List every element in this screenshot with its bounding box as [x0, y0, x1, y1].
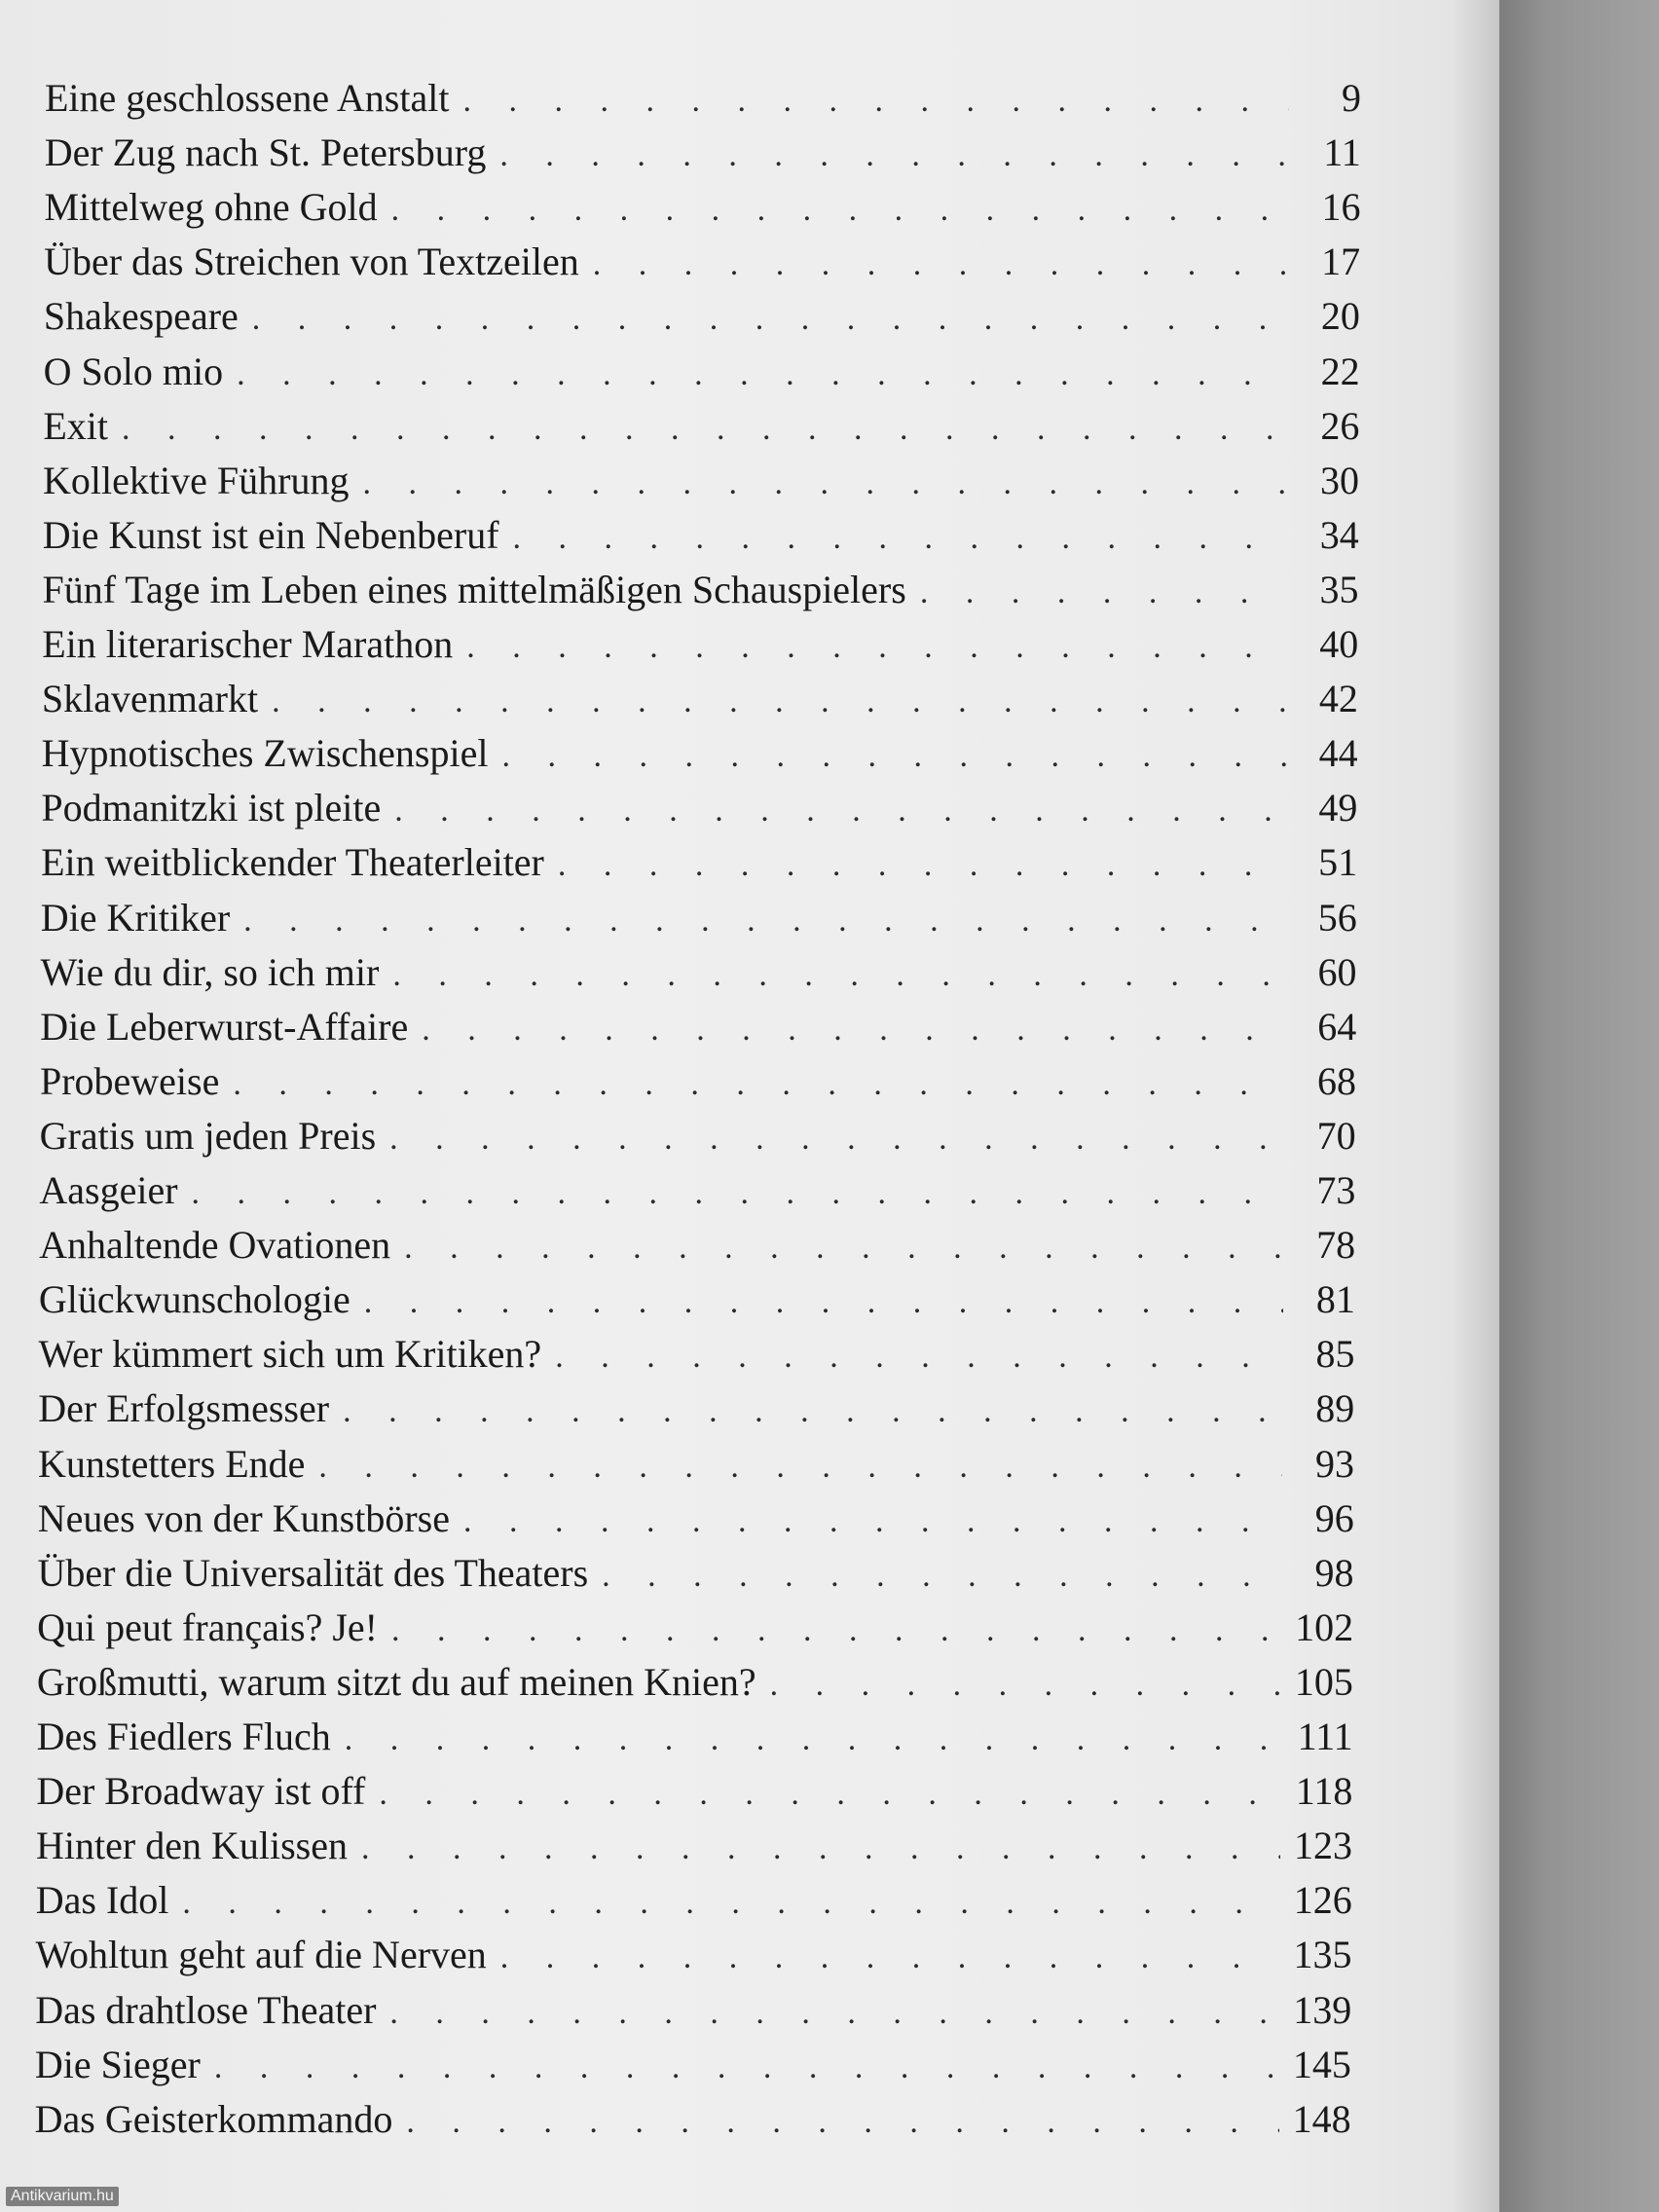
toc-dot-leader	[406, 2101, 1278, 2144]
toc-entry	[35, 2041, 1351, 2089]
toc-entry	[44, 348, 1360, 396]
toc-entry-title: Neues von der Kunstbörse	[37, 1495, 450, 1540]
toc-dot-leader	[362, 462, 1287, 505]
toc-entry-title: Großmutti, warum sitzt du auf meinen Knien?	[36, 1659, 756, 1704]
toc-entry	[42, 729, 1358, 778]
toc-entry	[45, 129, 1361, 177]
toc-entry	[38, 1440, 1354, 1489]
toc-dot-leader	[343, 1390, 1282, 1433]
toc-entry-title: Über die Universalität des Theaters	[37, 1550, 589, 1595]
toc-entry-page-number: 22	[1320, 349, 1360, 393]
toc-entry	[45, 74, 1361, 123]
toc-entry-page-number: 11	[1323, 130, 1361, 175]
toc-entry-title: Der Erfolgsmesser	[38, 1386, 330, 1431]
toc-entry-page-number: 93	[1315, 1441, 1354, 1486]
toc-dot-leader	[593, 243, 1288, 286]
toc-entry	[41, 948, 1357, 997]
toc-entry	[40, 1003, 1356, 1051]
toc-dot-leader	[394, 790, 1285, 832]
toc-entry	[35, 2095, 1351, 2144]
toc-entry	[39, 1275, 1355, 1324]
toc-entry	[37, 1713, 1353, 1761]
toc-entry-title: Eine geschlossene Anstalt	[45, 76, 450, 120]
toc-dot-leader	[463, 1500, 1282, 1543]
toc-dot-leader	[602, 1555, 1281, 1598]
toc-entry	[37, 1549, 1353, 1598]
toc-entry	[42, 675, 1358, 723]
toc-entry-page-number: 68	[1316, 1058, 1356, 1103]
toc-dot-leader	[499, 134, 1288, 177]
toc-entry-page-number: 78	[1316, 1223, 1356, 1268]
toc-entry	[41, 784, 1357, 832]
toc-entry	[44, 292, 1360, 341]
toc-dot-leader	[389, 1118, 1284, 1161]
toc-entry	[35, 1986, 1351, 2035]
toc-entry-title: O Solo mio	[43, 349, 224, 393]
toc-entry-title: Ein literarischer Marathon	[42, 622, 454, 666]
toc-entry-title: Die Kunst ist ein Nebenberuf	[42, 512, 499, 557]
toc-entry-page-number: 64	[1317, 1004, 1357, 1049]
toc-entry-page-number: 35	[1319, 567, 1359, 611]
toc-entry-title: Kollektive Führung	[43, 458, 350, 502]
toc-entry-page-number: 70	[1316, 1113, 1356, 1158]
toc-dot-leader	[391, 189, 1289, 232]
toc-dot-leader	[422, 1009, 1284, 1051]
toc-entry-title: Der Zug nach St. Petersburg	[44, 130, 487, 175]
toc-entry-page-number: 89	[1315, 1386, 1355, 1431]
toc-entry-title: Shakespeare	[43, 294, 239, 339]
toc-dot-leader	[233, 1063, 1284, 1106]
toc-entry-title: Kunstetters Ende	[38, 1441, 306, 1486]
toc-dot-leader	[252, 298, 1288, 341]
toc-dot-leader	[243, 900, 1285, 942]
watermark: Antikvarium.hu	[6, 2187, 119, 2206]
toc-entry-title: Die Sieger	[34, 2042, 201, 2086]
toc-entry-page-number: 40	[1319, 622, 1359, 666]
toc-entry	[39, 1330, 1355, 1379]
toc-entry	[42, 620, 1358, 669]
toc-entry-page-number: 105	[1294, 1659, 1353, 1704]
toc-entry-page-number: 17	[1321, 240, 1361, 284]
toc-entry-title: Qui peut français? Je!	[37, 1604, 378, 1649]
toc-entry-page-number: 42	[1318, 677, 1358, 721]
toc-entry	[41, 838, 1357, 887]
toc-entry	[39, 1221, 1355, 1270]
toc-entry-page-number: 111	[1297, 1714, 1353, 1758]
toc-dot-leader	[364, 1281, 1283, 1324]
toc-dot-leader	[192, 1172, 1284, 1215]
toc-dot-leader	[501, 735, 1285, 778]
toc-entry	[41, 894, 1357, 942]
toc-entry-page-number: 148	[1292, 2096, 1351, 2141]
toc-entry-page-number: 9	[1342, 76, 1361, 120]
toc-entry-title: Sklavenmarkt	[41, 677, 259, 721]
toc-entry	[40, 1057, 1356, 1106]
toc-entry	[44, 238, 1360, 286]
toc-entry-page-number: 44	[1318, 731, 1358, 776]
toc-entry	[40, 1112, 1356, 1161]
toc-dot-leader	[391, 1609, 1281, 1652]
toc-entry-title: Anhaltende Ovationen	[39, 1223, 391, 1268]
toc-dot-leader	[182, 1882, 1279, 1925]
toc-entry-page-number: 85	[1315, 1332, 1355, 1377]
toc-dot-leader	[462, 80, 1289, 123]
toc-dot-leader	[500, 1936, 1280, 1979]
toc-entry-title: Gratis um jeden Preis	[39, 1113, 377, 1158]
toc-entry-page-number: 73	[1316, 1168, 1356, 1212]
toc-entry-page-number: 139	[1293, 1987, 1352, 2032]
toc-entry-page-number: 96	[1314, 1495, 1354, 1540]
toc-dot-leader	[318, 1446, 1282, 1489]
toc-entry-page-number: 49	[1318, 786, 1358, 830]
toc-dot-leader	[920, 571, 1287, 614]
toc-entry-title: Die Kritiker	[40, 895, 231, 940]
toc-entry	[43, 511, 1359, 560]
toc-entry-page-number: 81	[1315, 1277, 1355, 1322]
toc-entry-title: Podmanitzki ist pleite	[41, 786, 382, 830]
toc-dot-leader	[466, 626, 1286, 669]
toc-entry	[37, 1604, 1353, 1652]
toc-dot-leader	[345, 1718, 1281, 1761]
toc-entry	[35, 1931, 1351, 1979]
toc-entry	[36, 1822, 1352, 1870]
toc-entry-title: Wohltun geht auf die Nerven	[35, 1933, 487, 1977]
toc-entry-title: Des Fiedlers Fluch	[36, 1714, 331, 1758]
toc-entry-page-number: 30	[1320, 458, 1360, 502]
toc-dot-leader	[361, 1827, 1280, 1870]
toc-entry	[43, 402, 1359, 451]
toc-dot-leader	[392, 954, 1284, 997]
toc-entry-title: Mittelweg ohne Gold	[44, 185, 378, 230]
toc-entry-page-number: 34	[1319, 512, 1359, 557]
toc-entry-title: Hypnotisches Zwischenspiel	[41, 731, 489, 776]
toc-entry	[39, 1166, 1355, 1215]
toc-entry-title: Glückwunschologie	[38, 1277, 350, 1322]
toc-entry	[43, 457, 1359, 505]
toc-dot-leader	[237, 353, 1288, 396]
toc-entry-title: Exit	[43, 403, 108, 448]
toc-entry-page-number: 16	[1321, 185, 1361, 230]
toc-dot-leader	[558, 844, 1285, 887]
toc-entry-title: Das drahtlose Theater	[35, 1987, 377, 2032]
toc-entry	[38, 1384, 1354, 1433]
toc-entry-page-number: 135	[1293, 1933, 1352, 1977]
toc-entry-page-number: 118	[1295, 1769, 1353, 1814]
toc-entry-title: Wie du dir, so ich mir	[40, 949, 380, 994]
toc-entry-page-number: 102	[1295, 1604, 1354, 1649]
toc-entry	[44, 183, 1360, 232]
toc-entry-title: Die Leberwurst-Affaire	[40, 1004, 409, 1049]
toc-dot-leader	[404, 1227, 1283, 1270]
toc-dot-leader	[389, 1992, 1279, 2035]
toc-entry	[36, 1876, 1352, 1925]
toc-entry-page-number: 126	[1293, 1878, 1352, 1923]
toc-dot-leader	[555, 1336, 1282, 1379]
toc-entry-page-number: 123	[1294, 1824, 1353, 1868]
toc-entry-title: Hinter den Kulissen	[36, 1824, 348, 1868]
toc-entry-title: Aasgeier	[39, 1168, 178, 1212]
toc-entry	[36, 1767, 1352, 1816]
toc-entry-title: Fünf Tage im Leben eines mittelmäßigen Schauspielers	[42, 567, 906, 611]
toc-dot-leader	[272, 681, 1286, 723]
toc-entry	[38, 1494, 1354, 1543]
toc-entry-page-number: 56	[1317, 895, 1357, 940]
toc-entry-title: Über das Streichen von Textzeilen	[44, 240, 579, 284]
toc-dot-leader	[122, 408, 1287, 451]
toc-entry-title: Der Broadway ist off	[36, 1769, 366, 1814]
toc-entry-title: Wer kümmert sich um Kritiken?	[38, 1332, 542, 1377]
toc-entry-page-number: 60	[1317, 949, 1357, 994]
toc-entry-page-number: 145	[1292, 2042, 1351, 2086]
toc-dot-leader	[214, 2046, 1279, 2089]
toc-dot-leader	[770, 1664, 1281, 1707]
toc-entry-title: Das Geisterkommando	[34, 2096, 393, 2141]
background-edge	[1499, 0, 1659, 2212]
toc-entry-page-number: 98	[1314, 1550, 1354, 1595]
toc-dot-leader	[513, 517, 1287, 560]
toc-dot-leader	[379, 1773, 1280, 1816]
toc-entry-page-number: 26	[1320, 403, 1360, 448]
toc-entry-page-number: 20	[1320, 294, 1360, 339]
toc-entry	[37, 1658, 1353, 1707]
toc-entry-title: Das Idol	[35, 1878, 169, 1923]
toc-entry-page-number: 51	[1318, 840, 1358, 885]
toc-entry-title: Ein weitblickender Theaterleiter	[41, 840, 544, 885]
toc-entry	[42, 566, 1358, 614]
toc-entry-title: Probeweise	[39, 1058, 220, 1103]
